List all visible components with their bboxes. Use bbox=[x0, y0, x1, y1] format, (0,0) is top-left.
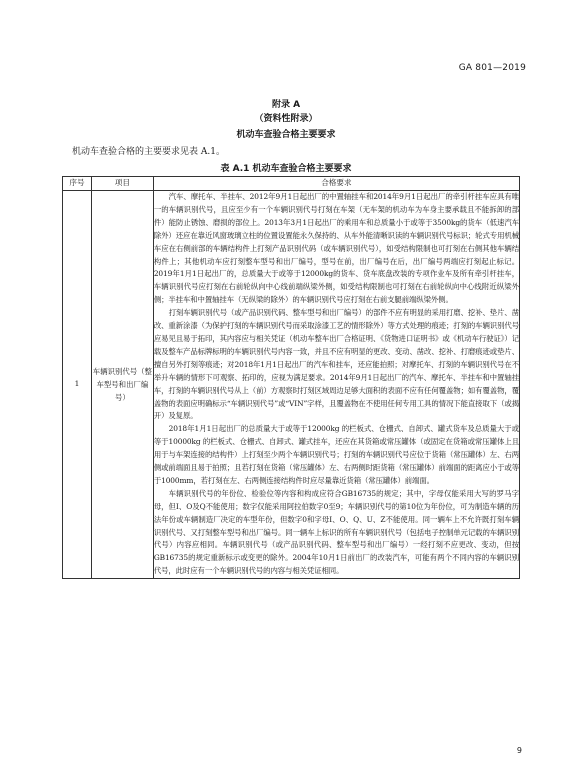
standard-code: GA 801—2019 bbox=[458, 63, 526, 73]
requirement-paragraph-3: 2018年1月1日起出厂的总质量大于或等于12000kg 的栏板式、仓栅式、自卸式、罐式货车及总质量大于或等于10000kg 的栏板式、仓栅式、自卸式、罐式挂车，还应在其货箱或常压罐体（或固定在货箱或常压罐体上且用于与车架连接的结构件）上打刻至少两个车辆识别代号；打刻的车辆识别代号应位于货箱（常压罐体）左、右两侧或前端面且易于拍照；且若打刻在货箱（常压罐体）左、右两侧时距货箱（常压罐体）前端面的距离应小于或等于1000mm，若打刻在左、右两侧连接结构件时应尽量靠近货箱（常压罐体）前端面。 bbox=[153, 424, 519, 485]
intro-text: 机动车查验合格的主要要求见表 A.1。 bbox=[72, 147, 225, 157]
table-header-row bbox=[63, 177, 520, 191]
header-requirements: 合格要求 bbox=[153, 177, 519, 191]
requirement-paragraph-1: 汽车、摩托车、半挂车、2012年9月1日起出厂的中置轴挂车和2014年9月1日起出厂的牵引杆挂车应具有唯一的车辆识别代号，且应至少有一个车辆识别代号打刻在车架（无车架的机动车为车身主要承载且不能拆卸的部件）能防止锈蚀、磨损的部位上。2013年3月1日起出厂的乘用车和总质量小于或等于3500kg的货车（低速汽车除外）还应在靠近风窗玻璃立柱的位置设置能永久保持的、从车外能清晰识读的车辆识别代号标识；轮式专用机械车应在右侧前部的车辆结构件上打刻产品识别代码（或车辆识别代号），如受结构限制也可打刻在右侧其他车辆结构件上；其他机动车应打刻整车型号和出厂编号，型号在前，出厂编号在后，出厂编号两端应打刻起止标记。2019年1月1日起出厂的，总质量大于或等于12000kg的货车、货车底盘改装的专项作业车及所有牵引杆挂车，车辆识别代号应打刻在右前轮纵向中心线前端纵梁外侧，如受结构限制也可打刻在右前轮纵向中心线附近纵梁外侧；半挂车和中置轴挂车（无纵梁的除外）的车辆识别代号应打刻在右前支腿前端纵梁外侧。 bbox=[153, 192, 519, 305]
requirement-paragraph-2: 打刻车辆识别代号（或产品识别代码、整车型号和出厂编号）的部件不应有明显的采用打磨、挖补、垫片、凿改、重新涂漆（为保护打刻的车辆识别代号而采取涂漆工艺的情形除外）等方式处理的痕迹；打刻的车辆识别代号应易见且易于拓印，其内容应与相关凭证（机动车整车出厂合格证明、《货物进口证明书》或《机动车行驶证》）记载及整车产品标牌标明的车辆识别代号内容一致，并且不应有明显的更改、变动、凿改、挖补、打磨痕迹或垫片、擅自另外打刻等痕迹；对2018年1月1日起出厂的汽车和挂车，还应能拍照；对摩托车、打刻的车辆识别代号在不举升车辆的情形下可观察、拓印的，应视为满足要求。2014年9月1日起出厂的汽车、摩托车、半挂车和中置轴挂车，打刻的车辆识别代号从上（前）方观察时打刻区域周边足够大面积的表面不应有任何覆盖物；如有覆盖物，覆盖物的表面应明确标示“车辆识别代号”或“VIN”字样，且覆盖物在不使用任何专用工具的情况下能直接取下（或揭开）及复原。 bbox=[153, 308, 519, 421]
header-item: 项目 bbox=[91, 177, 153, 191]
page-number: 9 bbox=[516, 746, 522, 755]
appendix-title: 机动车查验合格主要要求 bbox=[236, 130, 336, 140]
header-no: 序号 bbox=[63, 177, 92, 191]
row-item: 车辆识别代号（整车型号和出厂编号） bbox=[91, 191, 153, 579]
row-requirements bbox=[153, 191, 519, 579]
requirements-table bbox=[62, 176, 520, 579]
table-caption: 表 A.1 机动车查验合格主要要求 bbox=[220, 164, 352, 174]
table-row bbox=[63, 191, 520, 579]
appendix-label: 附录 A bbox=[271, 100, 301, 110]
requirement-paragraph-4: 车辆识别代号的年份位、检验位等内容和构成应符合GB16735的规定；其中，字母仅能采用大写的罗马字母，但I、O及Q不能使用；数字仅能采用阿拉伯数字0至9；车辆识别代号的第10位为年份位，可为制造车辆的历法年份或车辆制造厂决定的车型年份，但数字0和字母I、O、Q、U、Z不能使用。同一辆车上不允许既打刻车辆识别代号、又打刻整车型号和出厂编号。同一辆车上标识的所有车辆识别代号（包括电子控制单元记载的车辆识别代号）内容应相同。车辆识别代号（或产品识别代码、整车型号和出厂编号）一经打刻不应更改、变动，但按GB16735的规定重新标示或变更的除外。2004年10月1日前出厂的改装汽车，可能有两个不同内容的车辆识别代号，此时应有一个车辆识别代号的内容与相关凭证相同。 bbox=[153, 488, 519, 576]
appendix-normative-note: （资料性附录） bbox=[254, 114, 318, 124]
row-no: 1 bbox=[63, 191, 92, 579]
